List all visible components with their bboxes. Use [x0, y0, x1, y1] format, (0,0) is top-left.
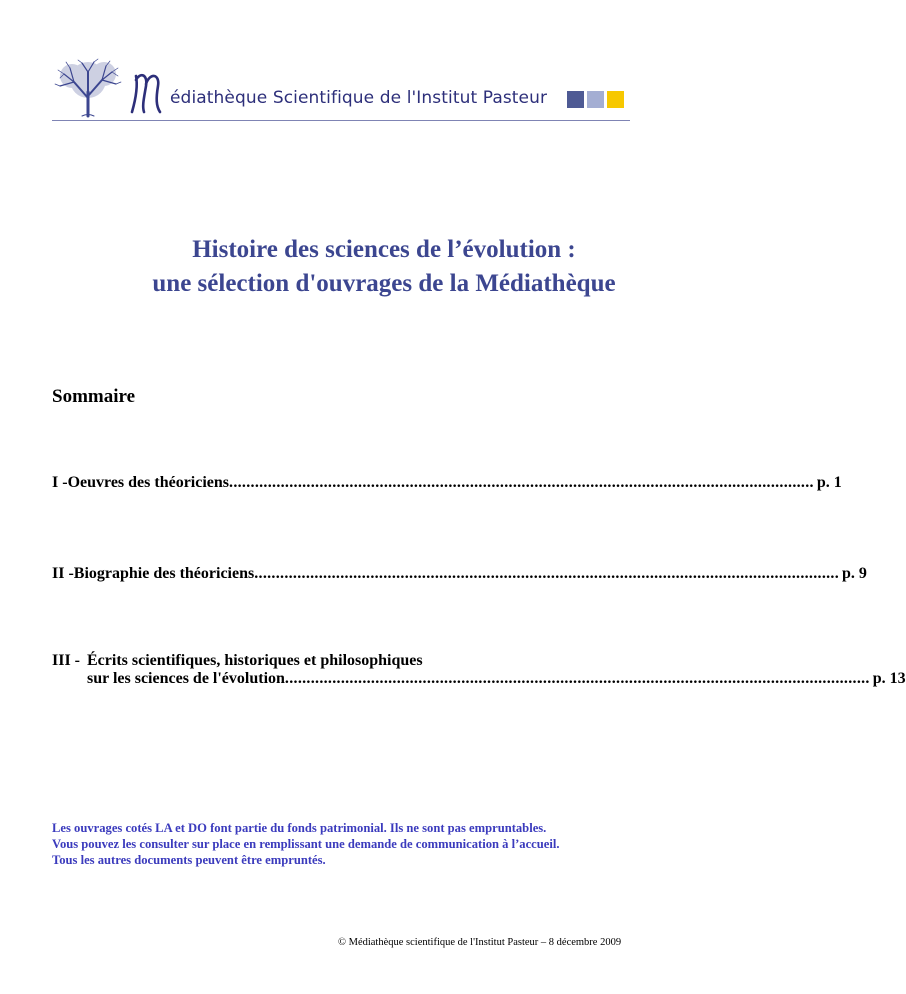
color-squares	[567, 91, 624, 108]
title-line-1: Histoire des sciences de l’évolution :	[192, 236, 576, 263]
document-title	[0, 233, 768, 301]
toc-page: p. 1	[816, 474, 842, 491]
sommaire-heading: Sommaire	[52, 386, 136, 407]
toc-leader: ........................................................................................................................................	[284, 670, 870, 687]
toc-item-1	[52, 474, 842, 492]
square-light	[587, 91, 604, 108]
footer-copyright: © Médiathèque scientifique de l'Institut Pasteur – 8 décembre 2009	[338, 937, 622, 948]
note-line-3: Tous les autres documents peuvent être empruntés.	[52, 853, 326, 867]
header-banner	[52, 58, 632, 122]
toc-page: p. 13	[872, 670, 906, 687]
toc-page: p. 9	[842, 565, 867, 582]
note-line-2: Vous pouvez les consulter sur place en remplissant une demande de communication à l’accueil.	[52, 837, 560, 851]
toc-label-line-1: Écrits scientifiques, historiques et philosophiques	[87, 652, 423, 669]
square-dark	[567, 91, 584, 108]
toc-label: Oeuvres des théoriciens	[67, 474, 230, 491]
header-title: édiathèque Scientifique de l'Institut Pasteur	[170, 88, 548, 108]
toc-label: Biographie des théoriciens	[73, 565, 255, 582]
calligraphic-m-icon	[126, 68, 174, 116]
toc-number: III -	[52, 652, 81, 669]
toc-leader: ........................................................................................................................................	[229, 474, 814, 491]
note-line-1: Les ouvrages cotés LA et DO font partie du fonds patrimonial. Ils ne sont pas empruntables.	[52, 821, 547, 835]
toc-item-2	[52, 565, 867, 583]
title-line-2: une sélection d'ouvrages de la Médiathèque	[152, 270, 616, 297]
tree-icon	[52, 58, 124, 118]
header-divider	[52, 120, 630, 121]
toc-leader: ........................................................................................................................................	[254, 565, 840, 582]
toc-item-3	[52, 652, 906, 688]
toc-number: I -	[52, 474, 68, 491]
toc-number: II -	[52, 565, 74, 582]
square-yellow	[607, 91, 624, 108]
toc-label-line-2: sur les sciences de l'évolution	[87, 670, 285, 687]
lending-note	[52, 820, 712, 868]
